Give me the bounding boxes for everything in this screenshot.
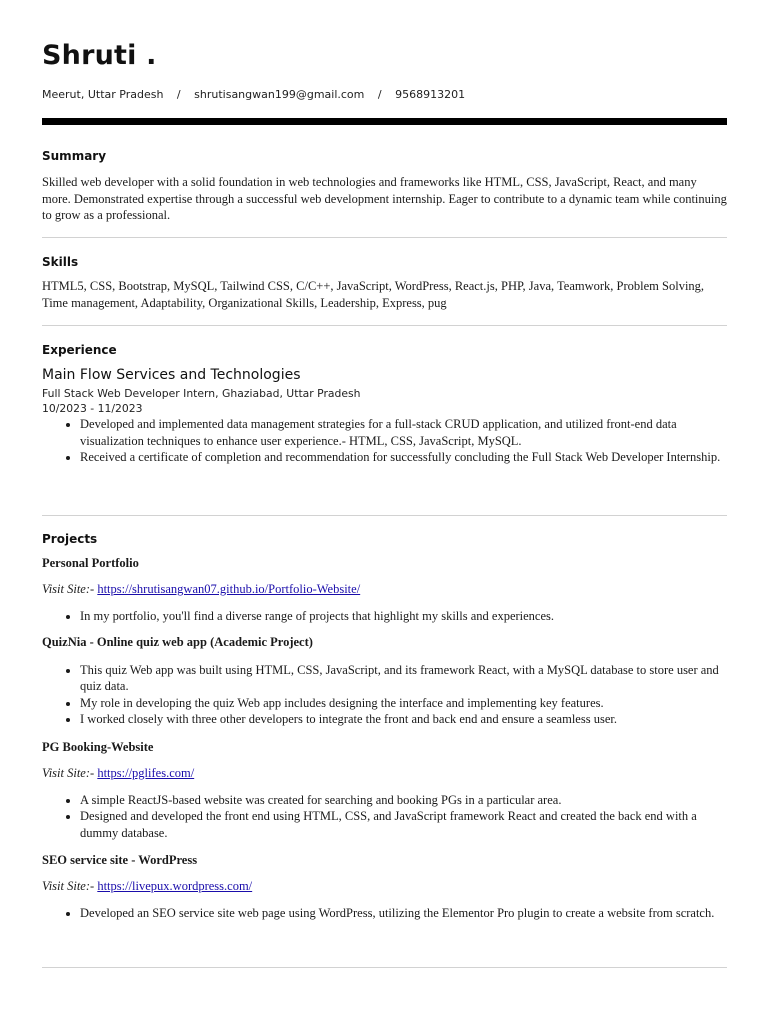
projects-section: [42, 532, 727, 922]
list-item: • A simple ReactJS-based website was created for searching and booking PGs in a particular area.: [80, 792, 727, 809]
contact-line: [42, 88, 465, 101]
project-title: QuizNia - Online quiz web app (Academic Project): [42, 634, 313, 649]
candidate-name: Shruti .: [42, 40, 157, 71]
section-divider: [42, 325, 727, 326]
list-item: • In my portfolio, you'll find a diverse range of projects that highlight my skills and experiences.: [80, 608, 727, 625]
visit-label: Visit Site:-: [42, 582, 95, 596]
list-item: • Received a certificate of completion and recommendation for successfully concluding the Full Stack Web Developer Internship.: [80, 449, 727, 466]
visit-label: Visit Site:-: [42, 765, 95, 780]
email: shrutisangwan199@gmail.com: [194, 88, 365, 101]
project-link[interactable]: https://livepux.wordpress.com/: [97, 879, 253, 893]
project-bullets: [42, 608, 727, 625]
job-role: Full Stack Web Developer Intern, Ghaziabad, Uttar Pradesh: [42, 387, 361, 400]
project-link[interactable]: https://shrutisangwan07.github.io/Portfolio-Website/: [97, 582, 361, 596]
contact-separator: /: [377, 88, 382, 101]
company-name: Main Flow Services and Technologies: [42, 367, 301, 383]
summary-title: Summary: [42, 149, 107, 163]
section-divider: [42, 237, 727, 238]
list-item: • This quiz Web app was built using HTML, CSS, JavaScript, and its framework React, with a MySQL database to store user and quiz data.: [80, 662, 727, 695]
list-item: • Designed and developed the front end using HTML, CSS, and JavaScript framework React and created the back end with a dummy database.: [80, 808, 727, 841]
experience-title: Experience: [42, 343, 117, 357]
section-divider: [42, 515, 727, 516]
project-visit-line: [42, 879, 727, 894]
project-title: PG Booking-Website: [42, 739, 154, 754]
list-item: • Developed an SEO service site web page using WordPress, utilizing the Elementor Pro plugin to create a website from scratch.: [80, 905, 727, 922]
skills-text: HTML5, CSS, Bootstrap, MySQL, Tailwind CSS, C/C++, JavaScript, WordPress, React.js, PHP, Java, Teamwork, Problem Solving, Time management, Adaptability, Organizational Skills, Leadership, Express, pug: [42, 279, 705, 310]
phone: 9568913201: [395, 88, 466, 101]
skills-section: [42, 255, 727, 311]
location: Meerut, Uttar Pradesh: [42, 88, 164, 101]
visit-label: Visit Site:-: [42, 879, 95, 893]
project-bullets: [42, 662, 727, 728]
summary-text: Skilled web developer with a solid foundation in web technologies and frameworks like HTML, CSS, JavaScript, React, and many more. Demonstrated expertise through a successful web development internship. Eager to contribute to a dynamic team while continuing to grow as a professional.: [42, 175, 727, 222]
skills-title: Skills: [42, 255, 79, 269]
projects-title: Projects: [42, 532, 98, 546]
summary-section: [42, 149, 727, 224]
project-visit-line: [42, 766, 727, 781]
project-bullets: [42, 905, 727, 922]
project-visit-line: [42, 582, 727, 597]
project-link[interactable]: https://pglifes.com/: [97, 765, 195, 780]
header-divider: [42, 118, 727, 125]
list-item: • My role in developing the quiz Web app includes designing the interface and implementing key features.: [80, 695, 727, 712]
contact-separator: /: [176, 88, 181, 101]
experience-section: [42, 343, 727, 466]
section-divider: [42, 967, 727, 968]
list-item: • Developed and implemented data management strategies for a full-stack CRUD application, and utilized front-end data visualization techniques to enhance user experience.- HTML, CSS, JavaScript, MySQL.: [80, 416, 727, 449]
job-dates: 10/2023 - 11/2023: [42, 402, 143, 415]
project-bullets: [42, 792, 727, 842]
experience-bullets: [42, 416, 727, 466]
list-item: • I worked closely with three other developers to integrate the front and back end and ensure a seamless user.: [80, 711, 727, 728]
project-title: SEO service site - WordPress: [42, 853, 198, 867]
project-title: Personal Portfolio: [42, 556, 139, 570]
